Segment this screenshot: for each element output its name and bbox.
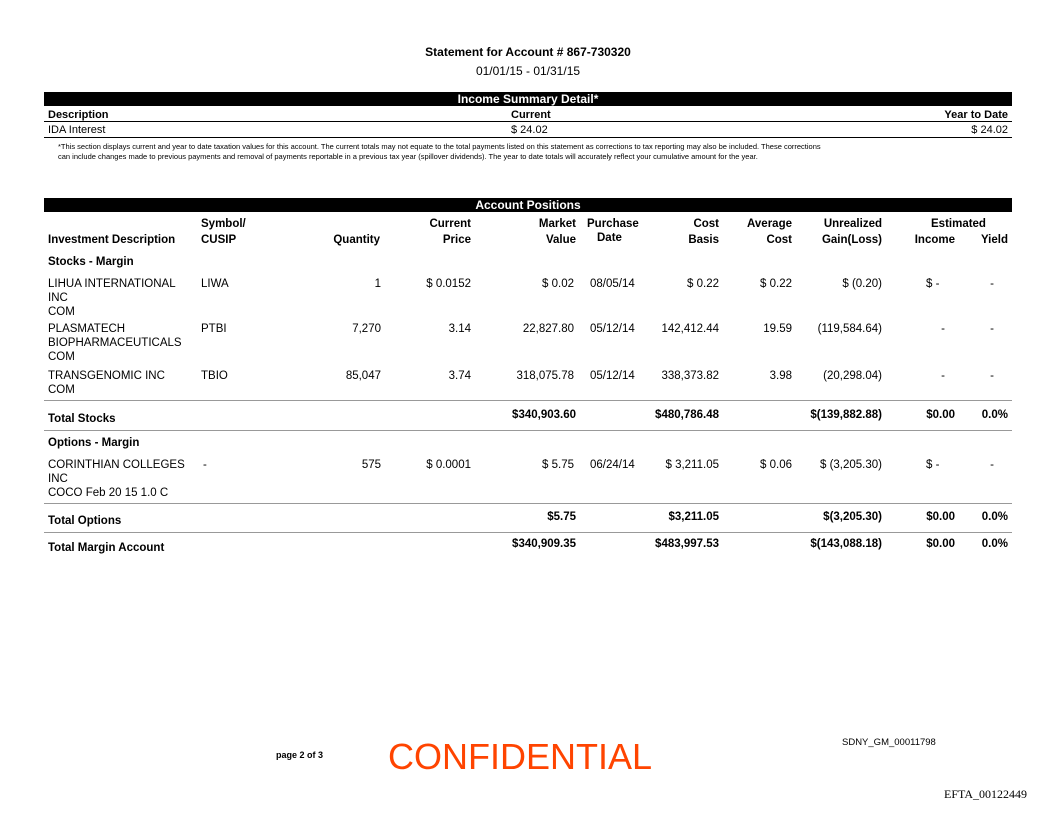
row-price: $ 0.0001	[426, 459, 471, 471]
income-note-line-2: can include changes made to previous payments and removal of payments reportable in a previous tax year (spillover dividends). The year to date totals will accurately reflect your cumulative amount for the year.	[58, 152, 758, 161]
total-options-yield: 0.0%	[981, 511, 1008, 523]
row-purchase-date: 08/05/14	[590, 278, 635, 290]
row-quantity: 85,047	[345, 370, 381, 382]
col-cost-basis-line2: Basis	[688, 234, 719, 246]
statement-period: 01/01/15 - 01/31/15	[475, 64, 581, 78]
row-price: $ 0.0152	[426, 278, 471, 290]
total-options-cost-basis: $3,211.05	[668, 511, 719, 523]
row-quantity: 575	[361, 459, 381, 471]
row-price: 3.14	[448, 323, 471, 335]
section-options-margin: Options - Margin	[48, 437, 140, 449]
row-description-line1: LIHUA INTERNATIONAL	[48, 278, 176, 290]
account-positions-title-bar: Account Positions	[44, 198, 1012, 212]
total-margin-income: $0.00	[926, 538, 955, 550]
row-cost-basis: $ 3,211.05	[665, 459, 719, 471]
section-stocks-margin: Stocks - Margin	[48, 256, 134, 268]
col-average-cost-line1: Average	[747, 218, 792, 230]
total-margin-yield: 0.0%	[981, 538, 1008, 550]
col-price-line1: Current	[429, 218, 471, 230]
income-note-line-1: *This section displays current and year to date taxation values for this account. The current totals may not equate to the total payments listed on this statement as corrections to tax reporting may also be included. These corrections	[58, 142, 821, 151]
total-margin-cost-basis: $483,997.53	[655, 538, 719, 550]
row-market-value: 318,075.78	[516, 370, 574, 382]
row-market-value: $ 5.75	[542, 459, 574, 471]
statement-title: Statement for Account # 867-730320	[425, 45, 631, 59]
col-market-value-line2: Value	[545, 234, 576, 246]
col-yield: Yield	[980, 234, 1008, 246]
col-unrealized-line2: Gain(Loss)	[821, 234, 882, 246]
col-estimated: Estimated	[931, 218, 986, 230]
total-stocks-cost-basis: $480,786.48	[655, 409, 719, 421]
row-market-value: 22,827.80	[522, 323, 574, 335]
total-stocks-income: $0.00	[926, 409, 955, 421]
col-market-value-line1: Market	[538, 218, 576, 230]
row-yield: -	[990, 370, 994, 382]
total-margin-rule	[44, 532, 1012, 533]
row-purchase-date: 06/24/14	[590, 459, 635, 471]
col-investment-description: Investment Description	[48, 234, 176, 246]
row-cost-basis: $ 0.22	[687, 278, 719, 290]
col-quantity: Quantity	[333, 234, 380, 246]
col-symbol-line2: CUSIP	[201, 234, 237, 246]
total-options-gain: $(3,205.30)	[823, 511, 882, 523]
total-options-income: $0.00	[926, 511, 955, 523]
row-description-line1: TRANSGENOMIC INC	[48, 370, 165, 382]
row-description-line2: INC	[48, 473, 68, 485]
total-options-label: Total Options	[48, 515, 122, 527]
bates-number: SDNY_GM_00011798	[842, 737, 936, 748]
row-income: $ -	[926, 278, 940, 290]
row-purchase-date: 05/12/14	[590, 323, 635, 335]
row-symbol: PTBI	[201, 323, 227, 335]
row-purchase-date: 05/12/14	[590, 370, 635, 382]
row-description-line1: PLASMATECH	[48, 323, 126, 335]
row-income: -	[941, 323, 945, 335]
total-margin-label: Total Margin Account	[48, 542, 165, 554]
row-description-line2: BIOPHARMACEUTICALS	[48, 337, 182, 349]
col-income: Income	[914, 234, 955, 246]
col-cost-basis-line1: Cost	[693, 218, 719, 230]
row-symbol: LIWA	[201, 278, 229, 290]
total-margin-gain: $(143,088.18)	[810, 538, 882, 550]
row-yield: -	[990, 323, 994, 335]
row-symbol: TBIO	[201, 370, 228, 382]
col-average-cost-line2: Cost	[766, 234, 792, 246]
options-section-rule	[44, 430, 1012, 431]
income-row-ytd: $ 24.02	[971, 124, 1008, 136]
income-summary-title-bar: Income Summary Detail*	[44, 92, 1012, 106]
col-symbol-line1: Symbol/	[201, 218, 246, 230]
total-stocks-yield: 0.0%	[981, 409, 1008, 421]
row-average-cost: 3.98	[769, 370, 792, 382]
row-average-cost: $ 0.06	[760, 459, 792, 471]
row-yield: -	[990, 278, 994, 290]
row-cost-basis: 338,373.82	[661, 370, 719, 382]
row-unrealized-gain: $ (3,205.30)	[819, 459, 882, 471]
row-description-line2: INC	[48, 292, 68, 304]
row-unrealized-gain: (20,298.04)	[823, 370, 882, 382]
income-row-description: IDA Interest	[48, 124, 106, 136]
row-yield: -	[990, 459, 994, 471]
row-market-value: $ 0.02	[542, 278, 574, 290]
col-purchase-date-line1: Purchase	[587, 218, 639, 230]
row-quantity: 7,270	[352, 323, 381, 335]
row-description-line3: COCO Feb 20 15 1.0 C	[48, 487, 169, 499]
income-col-current: Current	[511, 109, 551, 121]
total-options-market-value: $5.75	[547, 511, 576, 523]
row-quantity: 1	[374, 278, 381, 290]
row-symbol: -	[203, 459, 207, 471]
income-col-description: Description	[48, 109, 109, 121]
total-margin-market-value: $340,909.35	[512, 538, 576, 550]
total-stocks-market-value: $340,903.60	[512, 409, 576, 421]
income-col-ytd: Year to Date	[944, 109, 1008, 121]
row-description-line3: COM	[48, 306, 75, 318]
col-unrealized-line1: Unrealized	[823, 218, 882, 230]
row-description-line3: COM	[48, 351, 75, 363]
row-average-cost: $ 0.22	[760, 278, 792, 290]
row-unrealized-gain: $ (0.20)	[842, 278, 882, 290]
confidential-stamp: CONFIDENTIAL	[388, 736, 653, 777]
row-income: -	[941, 370, 945, 382]
col-purchase-date-line2: Date	[597, 232, 622, 244]
row-description-line2: COM	[48, 384, 75, 396]
row-description-line1: CORINTHIAN COLLEGES	[48, 459, 185, 471]
total-stocks-label: Total Stocks	[48, 413, 116, 425]
income-row-current: $ 24.02	[511, 124, 548, 136]
total-stocks-gain: $(139,882.88)	[810, 409, 882, 421]
col-price-line2: Price	[442, 234, 471, 246]
page-number: page 2 of 3	[276, 750, 324, 760]
total-options-rule	[44, 503, 1012, 504]
row-average-cost: 19.59	[763, 323, 792, 335]
total-stocks-rule	[44, 400, 1012, 401]
row-income: $ -	[926, 459, 940, 471]
efta-number: EFTA_00122449	[944, 787, 1028, 801]
row-unrealized-gain: (119,584.64)	[817, 323, 882, 335]
row-price: 3.74	[448, 370, 471, 382]
row-cost-basis: 142,412.44	[661, 323, 719, 335]
